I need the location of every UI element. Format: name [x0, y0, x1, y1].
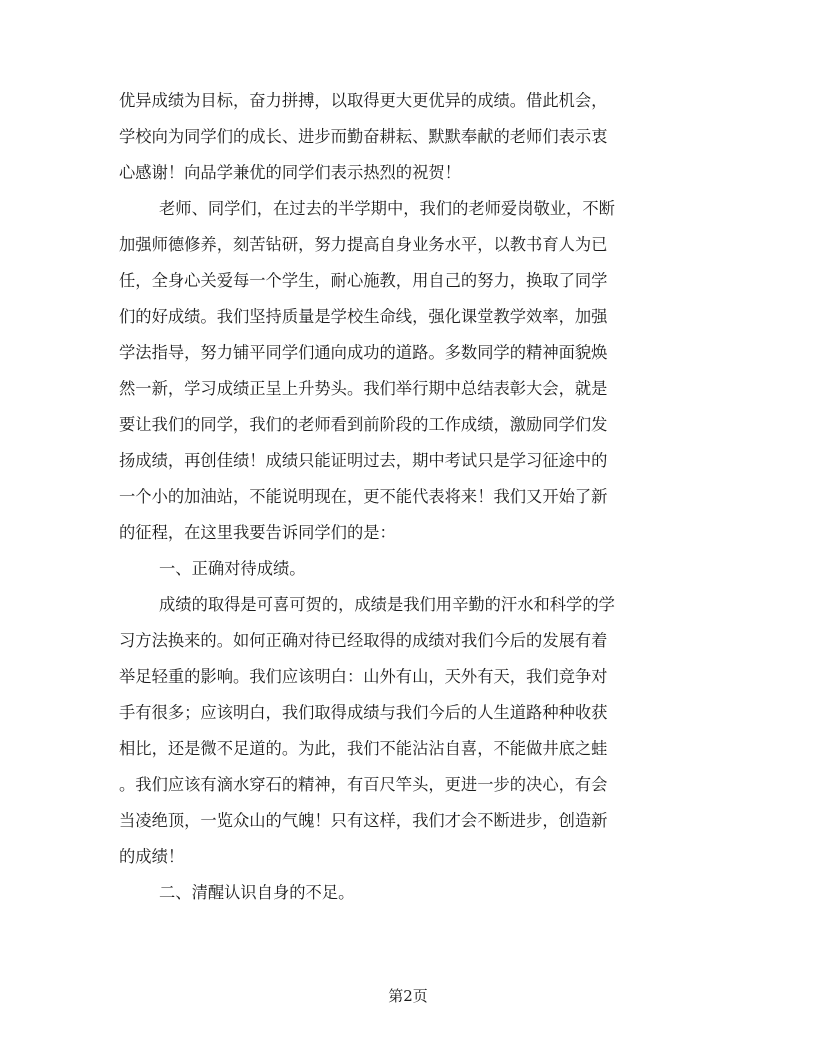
paragraph-1 — [119, 83, 689, 191]
text-line: 举足轻重的影响。我们应该明白：山外有山，天外有天，我们竞争对 — [119, 667, 608, 686]
text-line: 加强师德修养，刻苦钻研，努力提高自身业务水平，以教书育人为已 — [119, 235, 608, 254]
heading-line: 一、正确对待成绩。 — [159, 559, 306, 578]
text-line: 。我们应该有滴水穿石的精神，有百尺竿头，更进一步的决心，有会 — [119, 775, 608, 794]
section-heading-1 — [119, 551, 689, 587]
text-line: 相比，还是微不足道的。为此，我们不能沾沾自喜，不能做井底之蛙 — [119, 739, 608, 758]
text-line: 一个小的加油站，不能说明现在，更不能代表将来！我们又开始了新 — [119, 487, 608, 506]
text-line: 习方法换来的。如何正确对待已经取得的成绩对我们今后的发展有着 — [119, 631, 608, 650]
text-line: 手有很多；应该明白，我们取得成绩与我们今后的人生道路种种收获 — [119, 703, 608, 722]
text-line: 老师、同学们，在过去的半学期中，我们的老师爱岗敬业，不断 — [159, 199, 615, 218]
text-line: 的征程，在这里我要告诉同学们的是： — [119, 523, 396, 542]
text-line: 优异成绩为目标，奋力拼搏，以取得更大更优异的成绩。借此机会， — [119, 91, 608, 110]
text-line: 心感谢！向品学兼优的同学们表示热烈的祝贺！ — [119, 163, 461, 182]
text-line: 扬成绩，再创佳绩！成绩只能证明过去，期中考试只是学习征途中的 — [119, 451, 608, 470]
paragraph-3 — [119, 587, 689, 875]
text-line: 要让我们的同学，我们的老师看到前阶段的工作成绩，激励同学们发 — [119, 415, 608, 434]
text-line: 们的好成绩。我们坚持质量是学校生命线，强化课堂教学效率，加强 — [119, 307, 608, 326]
text-line: 任，全身心关爱每一个学生，耐心施教，用自己的努力，换取了同学 — [119, 271, 608, 290]
heading-line: 二、清醒认识自身的不足。 — [159, 883, 355, 902]
text-line: 的成绩！ — [119, 847, 185, 866]
paragraph-2 — [119, 191, 689, 551]
text-line: 学法指导，努力铺平同学们通向成功的道路。多数同学的精神面貌焕 — [119, 343, 608, 362]
text-line: 成绩的取得是可喜可贺的，成绩是我们用辛勤的汗水和科学的学 — [159, 595, 615, 614]
page-number: 第2页 — [388, 987, 428, 1005]
section-heading-2 — [119, 875, 689, 911]
text-line: 学校向为同学们的成长、进步而勤奋耕耘、默默奉献的老师们表示衷 — [119, 127, 608, 146]
document-body — [119, 83, 689, 911]
text-line: 当凌绝顶，一览众山的气魄！只有这样，我们才会不断进步，创造新 — [119, 811, 608, 830]
text-line: 然一新，学习成绩正呈上升势头。我们举行期中总结表彰大会，就是 — [119, 379, 608, 398]
